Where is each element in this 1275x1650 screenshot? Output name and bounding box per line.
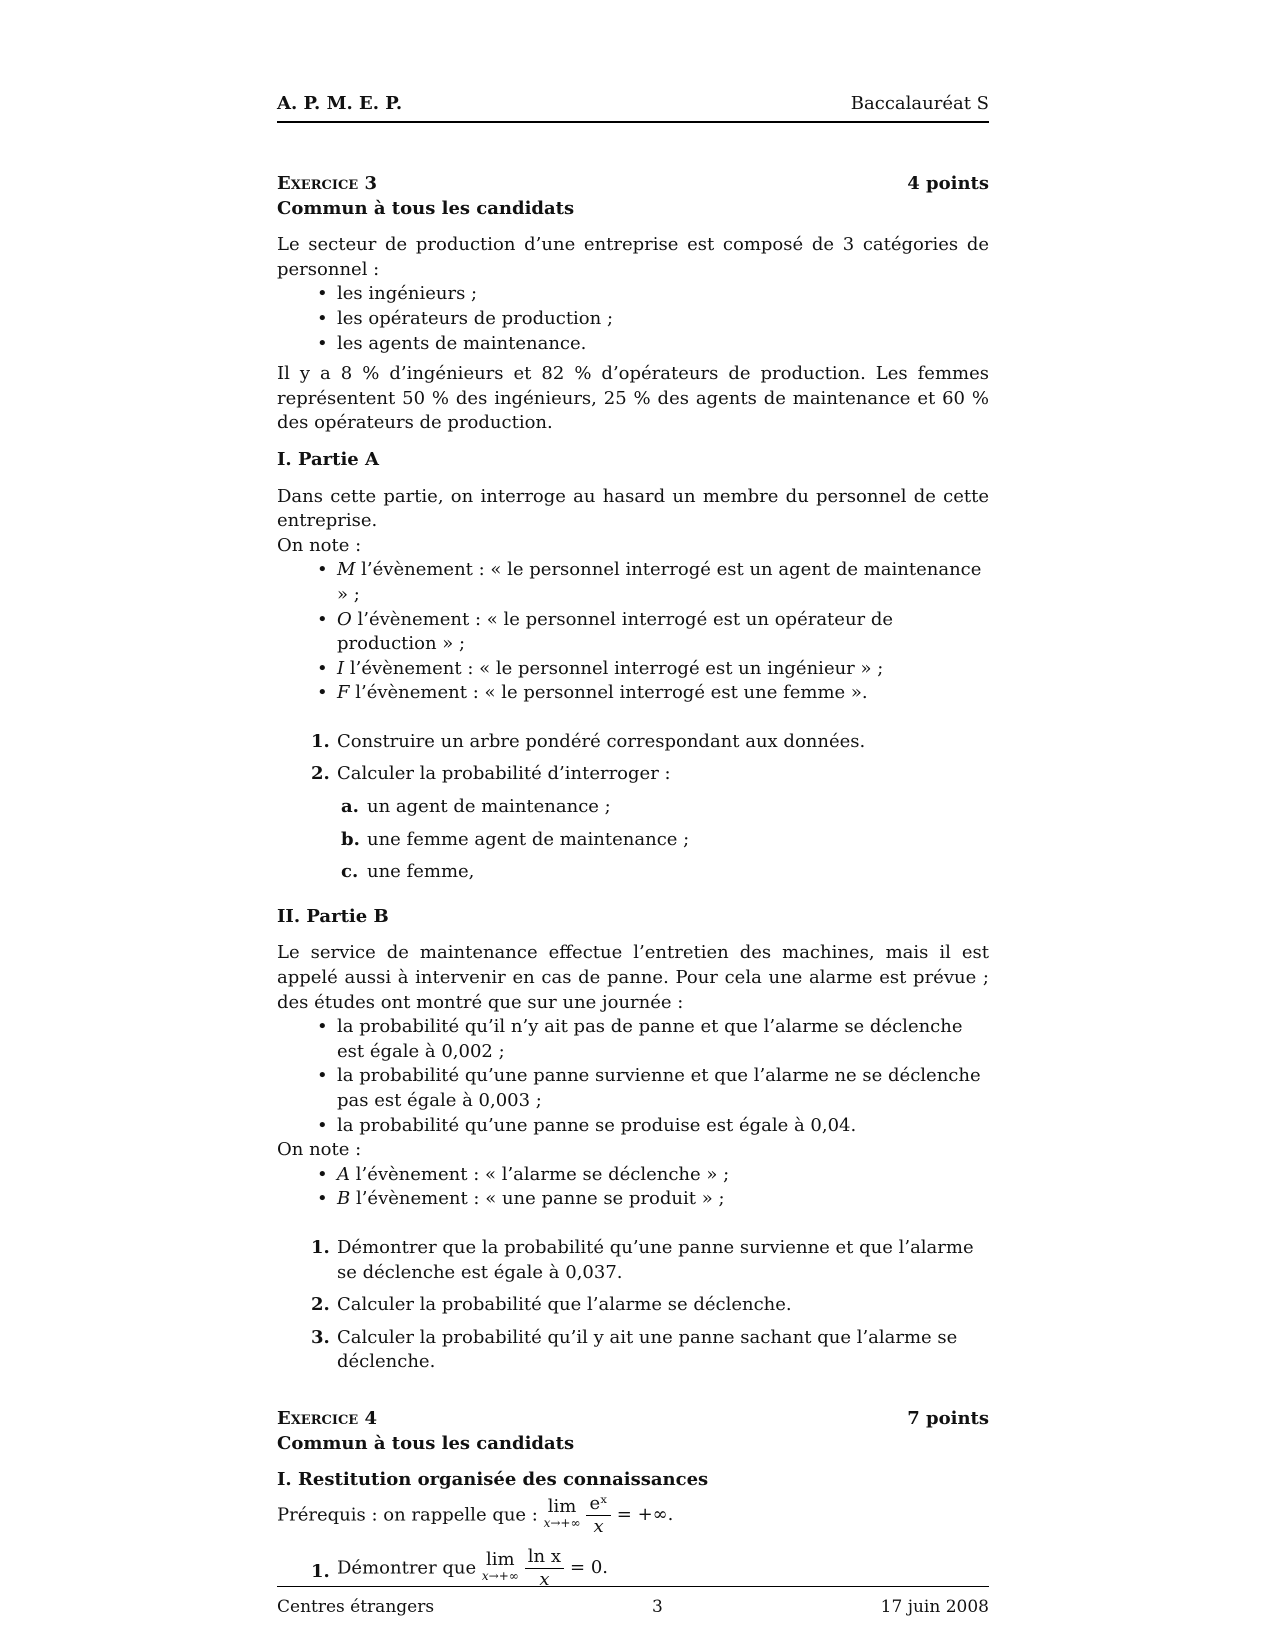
exercise-subtitle: Commun à tous les candidats (277, 1432, 575, 1454)
denominator: x (539, 1568, 550, 1590)
lim: lim (547, 1496, 577, 1518)
ex4-questions (277, 1546, 989, 1591)
numerator: ln x (525, 1546, 564, 1569)
event-text: l’évènement : « le personnel interrogé est un agent de maintenance » ; (337, 559, 982, 605)
event-text: l’évènement : « le personnel interrogé est un opérateur de production » ; (337, 608, 894, 655)
question-number: 1. (311, 730, 330, 752)
question-number: 2. (311, 763, 330, 785)
prereq-text: Prérequis : on rappelle que : (277, 1504, 538, 1526)
sub-question-text: une femme, (367, 861, 475, 883)
question (311, 1293, 989, 1318)
sub-question (341, 795, 989, 820)
question-text: Démontrer que la probabilité qu’une panne survienne et que l’alarme se déclenche est égale à 0,037. (337, 1236, 974, 1283)
exercise-title: Exercice 3 (277, 173, 377, 194)
list-item (337, 657, 989, 682)
result: = +∞. (616, 1503, 674, 1525)
list-item (337, 1163, 989, 1188)
lim: lim (486, 1549, 515, 1571)
exercise-title: Exercice 4 (277, 1407, 377, 1429)
denominator: x (593, 1515, 604, 1537)
events-list-b (277, 1163, 989, 1212)
sub-question-letter: c. (341, 861, 359, 883)
page-footer (277, 1586, 989, 1620)
question-number: 1. (311, 1236, 330, 1258)
part-b-title: II. Partie B (277, 905, 389, 927)
sub-question-letter: a. (341, 796, 359, 818)
lim-sub: x→+∞ (543, 1516, 581, 1531)
content (277, 172, 989, 1599)
part-a-title: I. Partie A (277, 448, 379, 470)
list-item (337, 558, 989, 607)
sub-question-text: une femme agent de maintenance ; (367, 828, 690, 850)
prerequisite (277, 1493, 989, 1538)
part-b-intro: Le service de maintenance effectue l’entretien des machines, mais il est appelé aussi à intervenir en cas de panne. Pour cela une alarme est prévue ; des études ont montré que sur une journée : (277, 942, 989, 1013)
event-var: M (337, 559, 356, 581)
footer-date: 17 juin 2008 (880, 1597, 989, 1617)
events-list (277, 558, 989, 706)
list-item (337, 681, 989, 706)
question-text: Calculer la probabilité que l’alarme se déclenche. (337, 1294, 792, 1316)
part-a-intro: Dans cette partie, on interroge au hasard un membre du personnel de cette entreprise. (277, 485, 989, 532)
question (311, 1545, 989, 1591)
event-var: I (337, 657, 345, 679)
part-b-questions (277, 1236, 989, 1375)
question-text: Calculer la probabilité d’interroger : (337, 763, 671, 785)
question (311, 762, 989, 787)
sub-questions (277, 795, 989, 885)
page-number: 3 (651, 1597, 663, 1617)
part-a-questions (277, 730, 989, 787)
question (311, 1326, 989, 1375)
event-text: l’évènement : « le personnel interrogé est une femme ». (349, 682, 868, 704)
intro: Le secteur de production d’une entreprise est composé de 3 catégories de personnel : (277, 234, 989, 280)
result: = 0. (570, 1556, 608, 1578)
question (311, 1236, 989, 1285)
part-b-note: On note : (277, 1139, 362, 1161)
limit-formula (482, 1546, 608, 1591)
event-text: l’évènement : « le personnel interrogé est un ingénieur » ; (344, 657, 884, 679)
question-number: 2. (311, 1294, 330, 1316)
question-text: Construire un arbre pondéré correspondant aux données. (337, 730, 866, 752)
sub-question (341, 860, 989, 885)
exercise-points: 4 points (907, 173, 989, 194)
exercise-4-heading (277, 1407, 989, 1432)
exercise-subtitle: Commun à tous les candidats (277, 197, 575, 219)
limit-formula (544, 1493, 674, 1538)
list-item: • les opérateurs de production ; (337, 307, 989, 332)
event-var: B (337, 1188, 351, 1210)
header-left: A. P. M. E. P. (277, 93, 403, 114)
event-text: l’évènement : « une panne se produit » ; (350, 1188, 725, 1210)
part-a-note: On note : (277, 534, 362, 556)
footer-left: Centres étrangers (277, 1597, 435, 1617)
exercise-points: 7 points (907, 1407, 989, 1429)
event-var: A (337, 1163, 350, 1185)
list-item: • la probabilité qu’une panne se produise est égale à 0,04. (337, 1114, 989, 1139)
list-item: • les agents de maintenance. (337, 332, 989, 357)
event-var: O (337, 608, 352, 630)
question-number: 3. (311, 1326, 330, 1348)
sub-question-text: un agent de maintenance ; (367, 796, 611, 818)
list-item (337, 1187, 989, 1212)
section-title: I. Restitution organisée des connaissances (277, 1469, 709, 1491)
categories-list (277, 282, 989, 356)
event-text: l’évènement : « l’alarme se déclenche » ; (350, 1163, 730, 1185)
list-item: • la probabilité qu’une panne survienne et que l’alarme ne se déclenche pas est égale à 0,003 ; (337, 1064, 989, 1113)
event-var: F (337, 682, 350, 704)
list-item (337, 608, 989, 657)
sub-question-letter: b. (341, 828, 360, 850)
list-item: • les ingénieurs ; (337, 282, 989, 307)
question-text: Démontrer que (337, 1557, 477, 1579)
stats: Il y a 8 % d’ingénieurs et 82 % d’opérateurs de production. Les femmes représentent 50 % des ingénieurs, 25 % des agents de maintenance et 60 % des opérateurs de production. (277, 363, 989, 434)
header-right: Baccalauréat S (850, 93, 989, 114)
lim-sub: x→+∞ (481, 1569, 519, 1584)
exercise-3-heading (277, 172, 989, 197)
numerator: eˣ (586, 1493, 610, 1516)
question-text: Calculer la probabilité qu’il y ait une panne sachant que l’alarme se déclenche. (337, 1326, 958, 1373)
facts-list (277, 1015, 989, 1138)
sub-question (341, 828, 989, 853)
page-header (277, 92, 989, 123)
question (311, 730, 989, 755)
question-number: 1. (311, 1560, 330, 1582)
list-item: • la probabilité qu’il n’y ait pas de panne et que l’alarme se déclenche est égale à 0,002 ; (337, 1015, 989, 1064)
